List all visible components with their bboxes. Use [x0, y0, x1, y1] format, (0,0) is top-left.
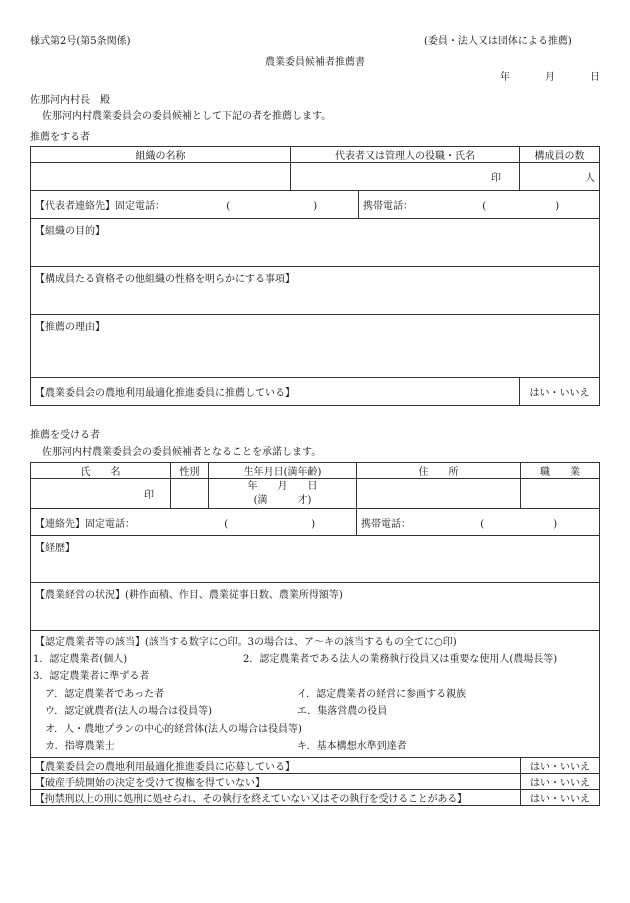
paren-open: (	[224, 518, 229, 530]
document-title: 農業委員候補者推薦書	[265, 57, 365, 68]
occupation-header: 職 業	[521, 463, 600, 479]
member-qualification-field[interactable]	[31, 267, 600, 315]
q-applied-promotion-yes-no[interactable]: はい・いいえ	[521, 757, 600, 773]
rep-phone-label: 【代表者連絡先】固定電話：	[35, 201, 165, 212]
candidate-phone-field[interactable]	[31, 509, 357, 536]
cert-option-ka[interactable]: カ．指導農業士	[45, 741, 115, 752]
cert-option-o[interactable]: オ．人・農地プランの中心的経営体(法人の場合は役員等)	[45, 723, 302, 735]
paren-open: (	[482, 201, 487, 212]
promotion-recommend-yes-no[interactable]: はい・いいえ	[520, 378, 600, 406]
rep-mobile-field[interactable]	[359, 191, 600, 219]
q-bankruptcy-yes-no[interactable]: はい・いいえ	[521, 773, 600, 789]
representative-header: 代表者又は管理人の役職・氏名	[291, 147, 520, 163]
name-header: 氏 名	[31, 463, 171, 479]
intro-text: 佐那河内村農業委員会の委員候補として下記の者を推薦します。	[42, 111, 332, 122]
paren-open: (	[480, 518, 485, 530]
cert-option-2[interactable]: 2．認定農業者である法人の業務執行役員又は重要な使用人(農場長等)	[243, 653, 558, 665]
sex-field[interactable]	[171, 479, 209, 509]
members-header: 構成員の数	[520, 147, 600, 163]
form-number: 様式第2号(第5条関係)	[30, 36, 131, 47]
candidate-name-field[interactable]	[31, 479, 171, 509]
cert-option-1[interactable]: 1．認定農業者(個人)	[33, 653, 128, 665]
recommendation-reason-label: 【推薦の理由】	[35, 322, 105, 333]
career-field[interactable]	[31, 536, 600, 583]
org-name-field[interactable]	[31, 163, 291, 191]
candidate-mobile-field[interactable]	[357, 509, 600, 536]
farming-status-field[interactable]	[31, 583, 600, 631]
address-field[interactable]	[357, 479, 521, 509]
org-purpose-field[interactable]	[31, 219, 600, 267]
seal-mark: 印	[144, 490, 154, 501]
candidate-heading: 推薦を受ける者	[30, 430, 100, 441]
date-month: 月	[545, 72, 555, 83]
cert-option-e[interactable]: エ．集落営農の役員	[297, 706, 388, 717]
members-field[interactable]	[520, 163, 600, 191]
q-criminal-yes-no[interactable]: はい・いいえ	[521, 789, 600, 805]
candidate-mobile-label: 携帯電話：	[361, 518, 411, 530]
paren-close: )	[555, 201, 560, 212]
birthdate-field[interactable]	[209, 479, 357, 509]
cert-option-i[interactable]: イ．認定農業者の経営に参画する親族	[297, 688, 467, 700]
paren-close: )	[313, 201, 318, 212]
cert-option-a[interactable]: ア．認定農業者であった者	[45, 688, 165, 700]
paren-close: )	[311, 518, 316, 530]
age-field: (満 才)	[253, 494, 312, 506]
recommender-heading: 推薦をする者	[30, 132, 90, 143]
promotion-recommend-question: 【農業委員会の農地利用最適化推進委員に推薦している】	[31, 378, 520, 406]
birthdate-ymd: 年 月 日	[247, 480, 318, 492]
recommend-type: (委員・法人又は団体による推薦)	[424, 36, 572, 47]
sex-header: 性別	[171, 463, 209, 479]
q-applied-promotion: 【農業委員会の農地利用最適化推進委員に応募している】	[31, 757, 521, 773]
certified-farmer-section	[31, 631, 600, 758]
career-label: 【経歴】	[35, 543, 75, 554]
recommendation-reason-field[interactable]	[31, 315, 600, 378]
representative-field[interactable]	[291, 163, 520, 191]
org-purpose-label: 【組織の目的】	[35, 226, 105, 237]
candidate-phone-label: 【連絡先】固定電話：	[35, 518, 135, 530]
cert-option-ki[interactable]: キ．基本構想水準到達者	[297, 741, 407, 752]
paren-open: (	[226, 201, 231, 212]
q-bankruptcy: 【破産手続開始の決定を受けて復権を得ていない】	[31, 773, 521, 789]
paren-close: )	[553, 518, 558, 530]
rep-phone-field[interactable]	[31, 191, 359, 219]
certified-farmer-label: 【認定農業者等の該当】(該当する数字に○印。3の場合は、ア～キの該当するもの全てに○印)	[35, 637, 457, 648]
rep-mobile-label: 携帯電話：	[363, 201, 413, 212]
date-year: 年	[500, 72, 510, 83]
birthdate-header: 生年月日(満年齢)	[209, 463, 357, 479]
date-day: 日	[590, 72, 600, 83]
address-header: 住 所	[357, 463, 521, 479]
recommender-table	[30, 146, 600, 406]
member-qualification-label: 【構成員たる資格その他組織の性格を明らかにする事項】	[35, 274, 295, 285]
farming-status-label: 【農業経営の状況】(耕作面積、作目、農業従事日数、農業所得額等)	[35, 590, 343, 601]
org-name-header: 組織の名称	[31, 147, 291, 163]
cert-option-u[interactable]: ウ．認定就農者(法人の場合は役員等)	[45, 706, 213, 717]
seal-mark: 印	[491, 173, 501, 184]
occupation-field[interactable]	[521, 479, 600, 509]
candidate-consent: 佐那河内村農業委員会の委員候補者となることを承諾します。	[42, 447, 322, 458]
cert-option-3[interactable]: 3．認定農業者に準ずる者	[33, 671, 150, 682]
q-criminal: 【拘禁刑以上の刑に処刑に処せられ、その執行を終えていない又はその執行を受けることがある】	[31, 789, 521, 805]
addressee: 佐那河内村長 殿	[30, 95, 110, 106]
candidate-table	[30, 462, 600, 806]
person-unit: 人	[585, 173, 595, 184]
